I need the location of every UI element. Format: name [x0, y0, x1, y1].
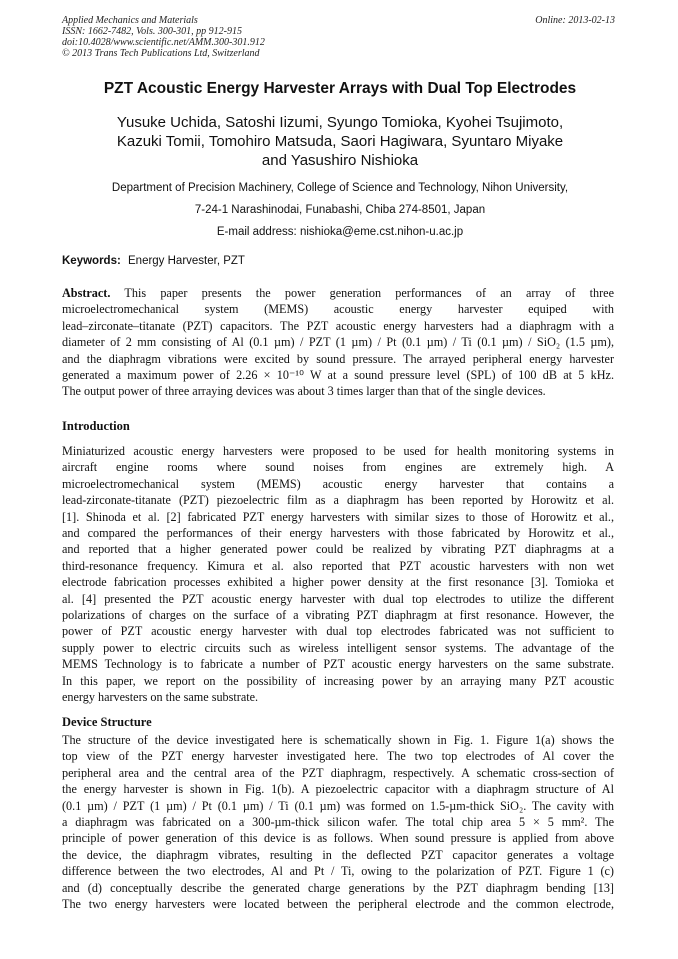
- abstract-line: diameter of 2 mm consisting of Al (0.1 µm) / PZT (1 µm) / Pt (0.1 µm) / Ti (0.1 µm) / SiO₂ (1.5 µm),: [62, 335, 614, 350]
- section-heading-device-structure: Device Structure: [62, 715, 152, 729]
- body-line: and (d) conceptually describe the generated charge generations by the PZT diaphragm bending [13]: [62, 880, 614, 895]
- copyright-line: © 2013 Trans Tech Publications Ltd, Switzerland: [62, 48, 260, 59]
- body-line: the device, the diaphragm vibrates, resulting in the deflected PZT capacitor generates a voltage: [62, 847, 614, 862]
- body-line: and compared the performances of their energy harvesters with those fabricated by Horowitz et al.,: [62, 526, 614, 541]
- body-line: power of PZT acoustic energy harvester with dual top electrodes fabricated was not sufficient to: [62, 624, 614, 639]
- body-line: third-resonance frequency. Kimura et al. also reported that PZT acoustic harvesters with non wet: [62, 558, 614, 573]
- abstract-line: generated a maximum power of 2.26 × 10⁻¹⁰ W at a sound pressure level (SPL) of 100 dB at 5 kHz.: [62, 368, 614, 383]
- affiliation-address: 7-24-1 Narashinodai, Funabashi, Chiba 274-8501, Japan: [194, 204, 486, 216]
- body-line: the energy harvester is shown in Fig. 1(b). A piezoelectric capacitor with a diaphragm structure of Al: [62, 782, 614, 797]
- keywords-text: Energy Harvester, PZT: [128, 255, 245, 267]
- author-line: Yusuke Uchida, Satoshi Iizumi, Syungo Tomioka, Kyohei Tsujimoto,: [116, 114, 564, 131]
- body-line: Miniaturized acoustic energy harvesters were proposed to be used for health monitoring systems in: [62, 444, 614, 458]
- body-line: microelectromechanical system (MEMS) acoustic energy harvester that contains a: [62, 476, 614, 491]
- body-line: In this paper, we report on the possibility of increasing power by an arraying many PZT acoustic: [62, 673, 614, 688]
- issn-line: ISSN: 1662-7482, Vols. 300-301, pp 912-915: [62, 26, 242, 37]
- body-line: peripheral area and the central area of the PZT diaphragm, respectively. A schematic cross-section of: [62, 765, 614, 780]
- body-line: difference between the two electrodes, Al and Pt / Ti, owing to the polarization of PZT. Figure 1 (c): [62, 864, 614, 879]
- abstract-line: This paper presents the power generation performances of an array of three: [110, 286, 614, 300]
- body-line: The two energy harvesters were located between the peripheral electrode and the common electrode,: [62, 897, 614, 912]
- body-line: principle of power generation of this device is as follows. When sound pressure is applied from above: [62, 831, 614, 846]
- body-line: energy harvesters on the same substrate.: [62, 690, 259, 705]
- affiliation-email: E-mail address: nishioka@eme.cst.nihon-u.ac.jp: [216, 226, 464, 238]
- introduction-body: [62, 443, 614, 706]
- body-line: (0.1 µm) / PZT (1 µm) / Pt (0.1 µm) / Ti (0.1 µm) was formed on 1.5-µm-thick SiO₂. The cavity with: [62, 798, 614, 813]
- body-line: and reported that a higher generated power could be realized by vibrating PZT diaphragms at a: [62, 542, 614, 557]
- keywords: [62, 255, 245, 267]
- abstract-line: lead–zirconate–titanate (PZT) capacitors. The PZT acoustic energy harvesters had a diaphragm with a: [62, 318, 614, 333]
- body-line: supply power to electric circuits such as wireless intelligent sensor systems. The advantage of the: [62, 640, 614, 655]
- abstract-label: Abstract.: [62, 286, 111, 300]
- body-line: lead-zirconate-titanate (PZT) piezoelectric film as a diaphragm has been reported by Horowitz et al.: [62, 493, 614, 508]
- body-line: The structure of the device investigated here is schematically shown in Fig. 1. Figure 1(a) shows the: [62, 733, 614, 747]
- online-date: Online: 2013-02-13: [535, 15, 615, 26]
- device-structure-body: [62, 732, 614, 912]
- section-heading-introduction: Introduction: [62, 419, 130, 433]
- keywords-label: Keywords:: [62, 255, 121, 267]
- abstract-line: microelectromechanical system (MEMS) acoustic energy harvester equiped with: [62, 302, 614, 317]
- body-line: al. [4] presented the PZT acoustic energy harvester with dual top electrodes to utilize the different: [62, 591, 614, 606]
- journal-header: [62, 15, 615, 59]
- body-line: electrode fabrication processes exhibited a higher power density at the first resonance [3]. Tomioka et: [62, 575, 614, 590]
- body-line: aircraft engine rooms where sound noises from engines are extremely high. A: [62, 460, 614, 475]
- affiliation-block: [20, 177, 660, 243]
- doi-line: doi:10.4028/www.scientific.net/AMM.300-301.912: [62, 37, 265, 48]
- body-line: [1]. Shinoda et al. [2] fabricated PZT energy harvesters with similar sizes to those of Horowitz et al.,: [62, 509, 614, 524]
- journal-name: Applied Mechanics and Materials: [62, 15, 198, 26]
- abstract-line: and the diaphragm vibrations were excited by sound pressure. The arrayed peripheral energy harvester: [62, 351, 614, 366]
- abstract-line: The output power of three arraying devices was about 3 times larger than that of the single devices.: [62, 384, 546, 399]
- author-list: [40, 113, 640, 170]
- body-line: polarizations of charges on the surface of a vibrating PZT diaphragm at first resonance. However, the: [62, 608, 614, 623]
- author-line: and Yasushiro Nishioka: [261, 152, 419, 169]
- body-line: top view of the PZT energy harvester investigated here. The two top electrodes of Al cover the: [62, 749, 614, 764]
- body-line: a diaphragm was fabricated on a 300-µm-thick silicon wafer. The total chip area 5 × 5 mm². The: [62, 815, 614, 830]
- author-line: Kazuki Tomii, Tomohiro Matsuda, Saori Hagiwara, Syuntaro Miyake: [116, 133, 564, 150]
- paper-title: PZT Acoustic Energy Harvester Arrays with Dual Top Electrodes: [103, 80, 577, 97]
- affiliation-department: Department of Precision Machinery, College of Science and Technology, Nihon University,: [111, 182, 569, 194]
- body-line: MEMS Technology is to fabricate a number of PZT acoustic energy harvesters on the same substrate.: [62, 657, 614, 672]
- abstract: [62, 285, 614, 400]
